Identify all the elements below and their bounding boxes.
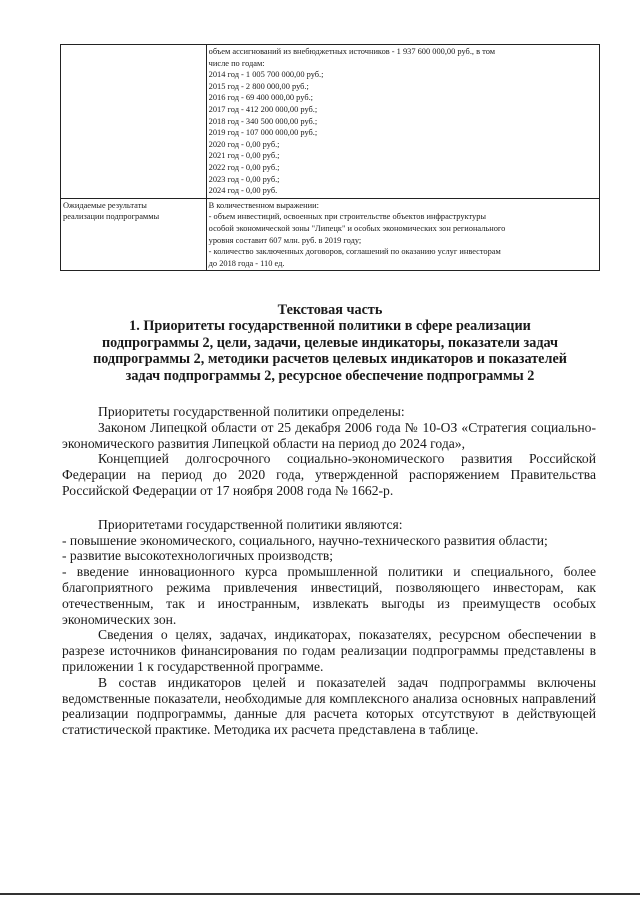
table-line: - количество заключенных договоров, соглашений по оказанию услуг инвесторам	[208, 247, 501, 257]
section-subtitle-line: 1. Приоритеты государственной политики в сфере реализации	[129, 318, 531, 335]
table-label-line: реализации подпрограммы	[63, 212, 160, 222]
table-row	[61, 198, 600, 271]
table-line: числе по годам:	[208, 58, 265, 68]
body-text	[62, 404, 596, 738]
section-subtitle-line: задач подпрограммы 2, ресурсное обеспечение подпрограммы 2	[125, 367, 535, 384]
table-line: особой экономической зоны "Липецк" и особых экономических зон регионального	[208, 223, 506, 233]
subprogram-passport-table	[60, 44, 600, 271]
table-line: В количественном выражении:	[208, 200, 319, 210]
table-label-line: Ожидаемые результаты	[63, 200, 147, 210]
table-line: до 2018 года - 110 ед.	[208, 258, 285, 268]
section-title: Текстовая часть	[277, 302, 383, 318]
page-bottom-rule	[0, 893, 640, 895]
section-heading	[60, 302, 600, 384]
table-line: 2021 год - 0,00 руб.;	[208, 151, 280, 161]
section-subtitle-line: подпрограммы 2, цели, задачи, целевые индикаторы, показатели задач	[101, 334, 559, 351]
table-cell-funding	[206, 45, 599, 199]
table-line: 2018 год - 340 500 000,00 руб.;	[208, 116, 318, 126]
list-item: - введение инновационного курса промышленной политики и специального, более благоприятного режима привлечения инвестиций, позволяющего инвесторам, как отечественным, так и иностранным, извлекать выгоды из преимуществ особых экономических зон.	[62, 564, 596, 627]
table-cell-results	[206, 198, 599, 271]
table-line: 2024 год - 0,00 руб.	[208, 186, 278, 196]
list-item: - развитие высокотехнологичных производств;	[62, 548, 334, 564]
paragraph: Законом Липецкой области от 25 декабря 2006 года № 10-ОЗ «Стратегия социально-экономического развития Липецкой области на период до 2024 года»,	[62, 419, 596, 451]
section-subtitle-line: подпрограммы 2, методики расчетов целевых индикаторов и показателей	[93, 351, 567, 368]
table-cell-label	[61, 45, 207, 199]
table-row	[61, 45, 600, 199]
table-line: 2023 год - 0,00 руб.;	[208, 174, 280, 184]
paragraph: В состав индикаторов целей и показателей задач подпрограммы включены ведомственные показатели, необходимые для комплексного анализа основных направлений реализации подпрограммы, данные для расчета которых отсутствуют в действующей статистической практике. Методика их расчета представлена в таблице.	[62, 674, 596, 738]
table-line: 2019 год - 107 000 000,00 руб.;	[208, 128, 318, 138]
paragraph: Приоритетами государственной политики являются:	[98, 516, 403, 532]
table-line: - объем инвестиций, освоенных при строительстве объектов инфраструктуры	[208, 212, 487, 222]
table-line: 2014 год - 1 005 700 000,00 руб.;	[208, 70, 324, 80]
table-line: уровня составит 607 млн. руб. в 2019 году;	[208, 235, 362, 245]
paragraph-gap	[62, 499, 596, 517]
table-line: объем ассигнований из внебюджетных источников - 1 937 600 000,00 руб., в том	[208, 47, 496, 56]
table-line: 2015 год - 2 800 000,00 руб.;	[208, 81, 309, 91]
table-line: 2022 год - 0,00 руб.;	[208, 162, 280, 172]
list-item: - повышение экономического, социального, научно-технического развития области;	[62, 532, 548, 548]
table-line: 2020 год - 0,00 руб.;	[208, 139, 280, 149]
table-line: 2016 год - 69 400 000,00 руб.;	[208, 93, 314, 103]
paragraph: Приоритеты государственной политики определены:	[98, 404, 405, 419]
table-line: 2017 год - 412 200 000,00 руб.;	[208, 104, 318, 114]
paragraph: Концепцией долгосрочного социально-экономического развития Российской Федерации на период до 2020 года, утвержденной распоряжением Правительства Российской Федерации от 17 ноября 2008 года № 1662-р.	[62, 451, 596, 498]
paragraph: Сведения о целях, задачах, индикаторах, показателях, ресурсном обеспечении в разрезе источников финансирования по годам реализации подпрограммы представлены в приложении 1 к государственной программе.	[62, 627, 596, 674]
table-cell-label	[61, 198, 207, 271]
